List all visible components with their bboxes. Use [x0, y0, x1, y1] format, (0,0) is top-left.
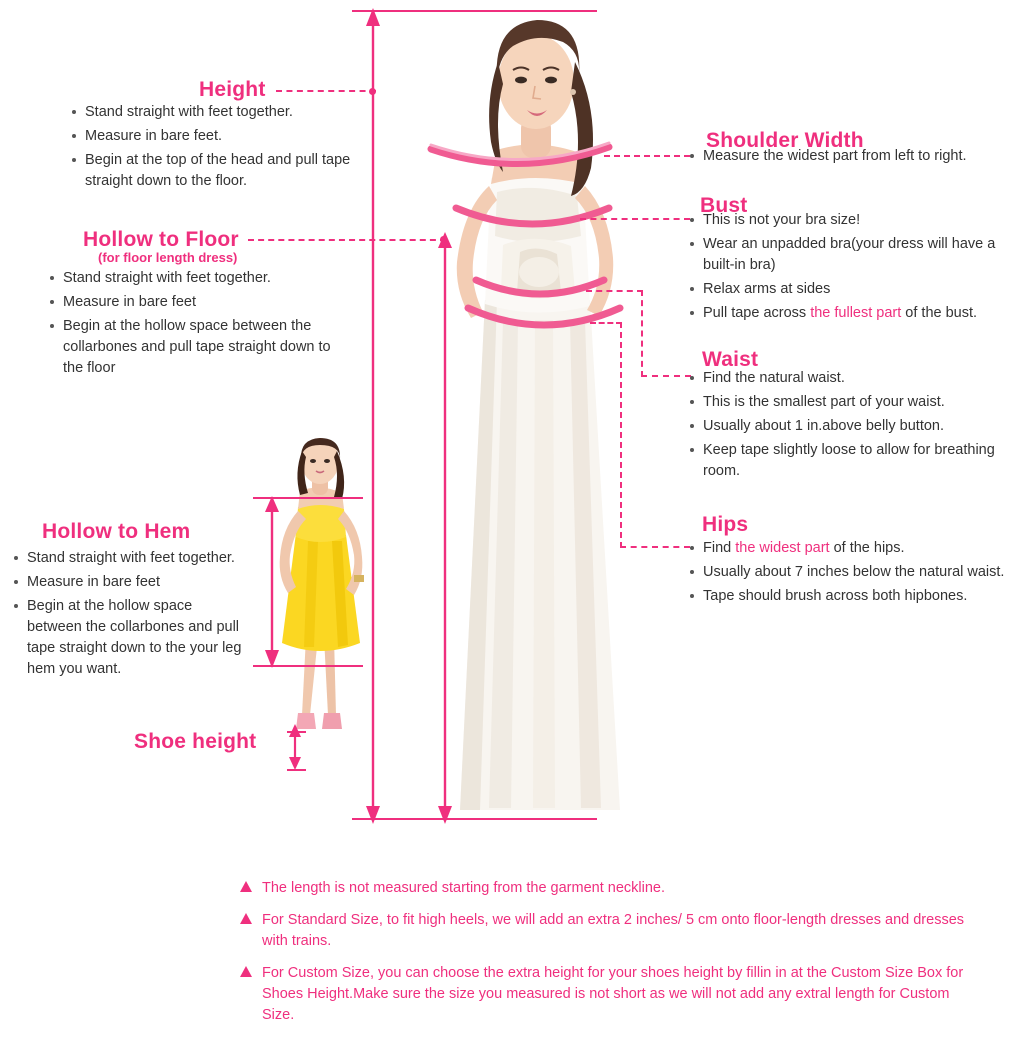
list-item: Keep tape slightly loose to allow for breathing room.	[688, 440, 1008, 482]
model-illustration-large	[385, 0, 675, 835]
hips-bullets	[688, 538, 1008, 610]
waist-dash-top	[586, 290, 643, 292]
note-row	[240, 910, 980, 952]
shoe-height-arrow	[282, 722, 308, 772]
list-item: Begin at the top of the head and pull tape straight down to the floor.	[70, 150, 360, 192]
hollow-to-floor-bullets	[48, 268, 338, 382]
height-bullets	[70, 102, 360, 195]
list-item: Usually about 1 in.above belly button.	[688, 416, 1008, 437]
waist-dash-vert	[641, 290, 643, 377]
bust-label: Bust	[700, 194, 748, 217]
hollow-to-floor-dot	[440, 236, 447, 243]
height-label: Height	[199, 78, 266, 101]
shoulder-width-label: Shoulder Width	[706, 129, 864, 152]
note-text: For Custom Size, you can choose the extra height for your shoes height by fillin in at the Custom Size Box for Shoes Height.Make sure the size you measured is not short as we will not add any extral length for Custom Size.	[262, 965, 964, 1024]
hollow-to-floor-dash	[248, 239, 446, 241]
list-item-bust-fullest: Pull tape across the fullest part of the bust.	[688, 303, 1013, 324]
list-item: Measure in bare feet.	[70, 126, 360, 147]
waist-bullets	[688, 368, 1008, 485]
warning-triangle-icon	[240, 881, 252, 892]
hips-label: Hips	[702, 513, 749, 536]
hollow-to-floor-sublabel: (for floor length dress)	[98, 250, 238, 265]
bust-dash	[580, 218, 690, 220]
hollow-to-hem-bullets	[12, 548, 247, 683]
hips-dash-vert	[620, 322, 622, 548]
list-item: Stand straight with feet together.	[12, 548, 247, 569]
note-row	[240, 963, 980, 1026]
bust-emphasis: the fullest part	[810, 305, 902, 322]
hollow-to-hem-label: Hollow to Hem	[42, 520, 191, 543]
hollow-to-floor-arrow	[434, 230, 456, 826]
bust-bullets	[688, 210, 1013, 327]
bottom-notes	[240, 878, 980, 1037]
list-item: Stand straight with feet together.	[70, 102, 360, 123]
list-item: Measure in bare feet	[12, 572, 247, 593]
note-text: The length is not measured starting from the garment neckline.	[262, 880, 665, 896]
hips-emphasis: the widest part	[735, 540, 830, 556]
warning-triangle-icon	[240, 913, 252, 924]
hips-dash	[620, 546, 690, 548]
list-item-hips-widest: Find the widest part of the hips.	[688, 538, 1008, 559]
warning-triangle-icon	[240, 966, 252, 977]
list-item: Measure the widest part from left to right.	[688, 146, 1008, 167]
list-item: Relax arms at sides	[688, 279, 1013, 300]
hips-measure-curve	[462, 300, 627, 342]
shoe-height-label: Shoe height	[134, 730, 257, 753]
waist-label: Waist	[702, 348, 759, 371]
hips-dash-top	[590, 322, 622, 324]
floor-line	[352, 818, 597, 820]
list-item: Begin at the hollow space between the collarbones and pull tape straight down to the your leg hem you want.	[12, 596, 247, 680]
height-top-line	[352, 10, 597, 12]
height-dash-dot	[369, 88, 376, 95]
note-row	[240, 878, 980, 899]
list-item: This is the smallest part of your waist.	[688, 392, 1008, 413]
shoulder-width-bullets	[688, 146, 1008, 170]
shoulder-dash	[604, 155, 690, 157]
list-item: Stand straight with feet together.	[48, 268, 338, 289]
list-item: Tape should brush across both hipbones.	[688, 586, 1008, 607]
list-item: Measure in bare feet	[48, 292, 338, 313]
list-item: Begin at the hollow space between the collarbones and pull tape straight down to the floor	[48, 316, 338, 379]
list-item: Wear an unpadded bra(your dress will have a built-in bra)	[688, 234, 1013, 276]
height-arrow	[362, 6, 384, 826]
list-item: This is not your bra size!	[688, 210, 1013, 231]
list-item: Usually about 7 inches below the natural waist.	[688, 562, 1008, 583]
hollow-to-floor-label: Hollow to Floor	[83, 228, 239, 251]
height-dash	[276, 90, 376, 92]
hollow-to-hem-arrow	[262, 494, 282, 670]
list-item: Find the natural waist.	[688, 368, 1008, 389]
note-text: For Standard Size, to fit high heels, we will add an extra 2 inches/ 5 cm onto floor-length dresses and dresses with trains.	[262, 912, 965, 950]
waist-dash	[641, 375, 691, 377]
shoulder-measure-curve	[425, 135, 615, 177]
